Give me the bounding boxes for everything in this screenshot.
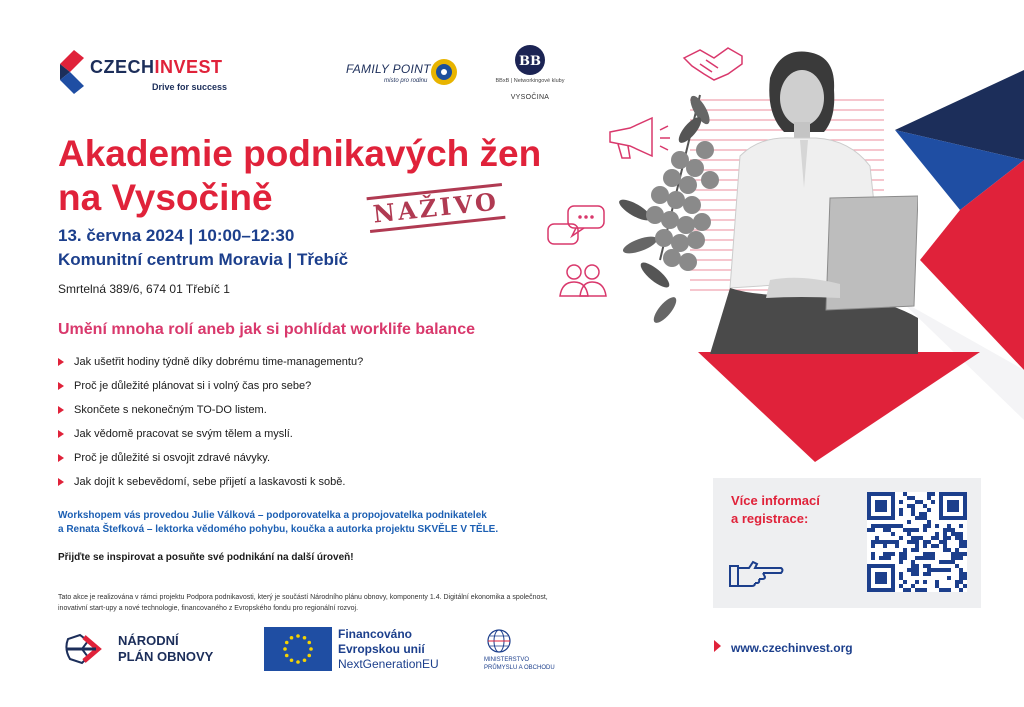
family-point-name: FAMILY POINT <box>346 62 431 76</box>
megaphone-icon <box>610 118 670 158</box>
invite-text: Přijďte se inspirovat a posuňte své podnikání na další úroveň! <box>58 552 354 563</box>
event-title <box>58 132 598 220</box>
fineprint-line2: inovativní start-upy a nové technologie, financovaného z Evropského fondu pro regionální rozvoj. <box>58 605 359 612</box>
czechinvest-mark-icon <box>60 50 86 94</box>
workshop-line1: Workshopem vás provedou Julie Válková – podporovatelka a propojovatelka podnikatelek <box>58 510 487 521</box>
pointing-hand-icon <box>729 560 785 588</box>
eu-star-icon <box>309 647 313 651</box>
bullet-arrow-icon <box>58 454 64 462</box>
registration-box <box>713 478 981 608</box>
event-title-line1: Akademie podnikavých žen <box>58 133 542 174</box>
ministry-logo <box>484 628 584 674</box>
website-arrow-icon <box>714 640 721 652</box>
ministry-globe-icon <box>484 628 514 654</box>
event-venue: Komunitní centrum Moravia | Třebíč <box>58 250 349 269</box>
bb-club-logo <box>480 44 580 104</box>
workshop-line2: a Renata Štefková – lektorka vědomého pohybu, koučka a autorka projektu SKVĚLE V TĚLE. <box>58 524 499 535</box>
bullet-arrow-icon <box>58 358 64 366</box>
eu-star-icon <box>283 647 287 651</box>
czechinvest-logo <box>60 50 240 94</box>
list-item: Skončete s nekonečným TO-DO listem. <box>58 402 363 426</box>
fineprint-line1: Tato akce je realizována v rámci projektu Podpora podnikavosti, který je součástí Národního plánu obnovy, komponenty 1.4. Digitální ekonomika a společnost, <box>58 594 548 601</box>
website-link[interactable]: www.czechinvest.org <box>731 641 853 655</box>
topic-bullet-list <box>58 354 363 498</box>
topic-subtitle: Umění mnoha rolí aneb jak si pohlídat worklife balance <box>58 321 475 338</box>
event-address: Smrtelná 389/6, 674 01 Třebíč 1 <box>58 282 230 296</box>
people-icon <box>560 265 606 296</box>
event-title-line2: na Vysočině <box>58 177 273 218</box>
workshop-hosts <box>58 509 498 537</box>
czechinvest-name: CZECHINVEST <box>90 57 223 77</box>
eu-star-icon <box>285 641 289 645</box>
live-stamp-text: NAŽIVO <box>371 186 501 229</box>
family-point-tagline: místo pro rodinu <box>384 78 428 84</box>
bullet-arrow-icon <box>58 382 64 390</box>
registration-qr-code[interactable] <box>867 492 967 592</box>
list-item: Proč je důležité si osvojit zdravé návyky. <box>58 450 363 474</box>
funding-fineprint <box>58 592 548 614</box>
bullet-arrow-icon <box>58 478 64 486</box>
bb-club-region: VYSOČINA <box>510 94 550 101</box>
npo-text: NÁRODNÍ PLÁN OBNOVY <box>118 633 214 664</box>
npo-arrow-icon <box>62 629 112 669</box>
bb-club-sub: BBxB | Networkingové kluby <box>495 78 565 84</box>
woman-with-laptop-photo <box>700 48 918 354</box>
red-triangle <box>698 352 980 462</box>
family-point-logo <box>346 56 466 88</box>
list-item: Jak dojít k sebevědomí, sebe přijetí a laskavosti k sobě. <box>58 474 363 498</box>
list-item: Jak vědomě pracovat se svým tělem a myslí. <box>58 426 363 450</box>
eu-star-icon <box>290 658 294 662</box>
bullet-arrow-icon <box>58 406 64 414</box>
list-item: Proč je důležité plánovat si i volný čas pro sebe? <box>58 378 363 402</box>
family-point-sun-icon <box>430 58 458 86</box>
eu-star-icon <box>285 654 289 658</box>
czechinvest-tagline: Drive for success <box>152 82 228 92</box>
eu-star-icon <box>290 636 294 640</box>
bb-monogram-icon <box>514 44 546 76</box>
eu-star-icon <box>296 634 300 638</box>
ministry-text: MINISTERSTVO PRŮMYSLU A OBCHODU <box>484 657 555 671</box>
eu-star-icon <box>303 658 307 662</box>
list-item: Jak ušetřit hodiny týdně díky dobrému time-managementu? <box>58 354 363 378</box>
national-recovery-plan-logo <box>62 627 232 671</box>
eu-star-icon <box>307 641 311 645</box>
svg-text:BB: BB <box>519 54 541 69</box>
event-date-time: 13. června 2024 | 10:00–12:30 <box>58 226 295 245</box>
registration-label: Více informací a registrace: <box>731 493 820 526</box>
eu-funding-logo <box>264 627 464 673</box>
bullet-arrow-icon <box>58 430 64 438</box>
eu-flag-icon <box>264 627 332 671</box>
eu-star-icon <box>303 636 307 640</box>
eu-star-icon <box>296 660 300 664</box>
eu-text: Financováno Evropskou unií NextGenerationEU <box>338 627 439 671</box>
eu-star-icon <box>307 654 311 658</box>
